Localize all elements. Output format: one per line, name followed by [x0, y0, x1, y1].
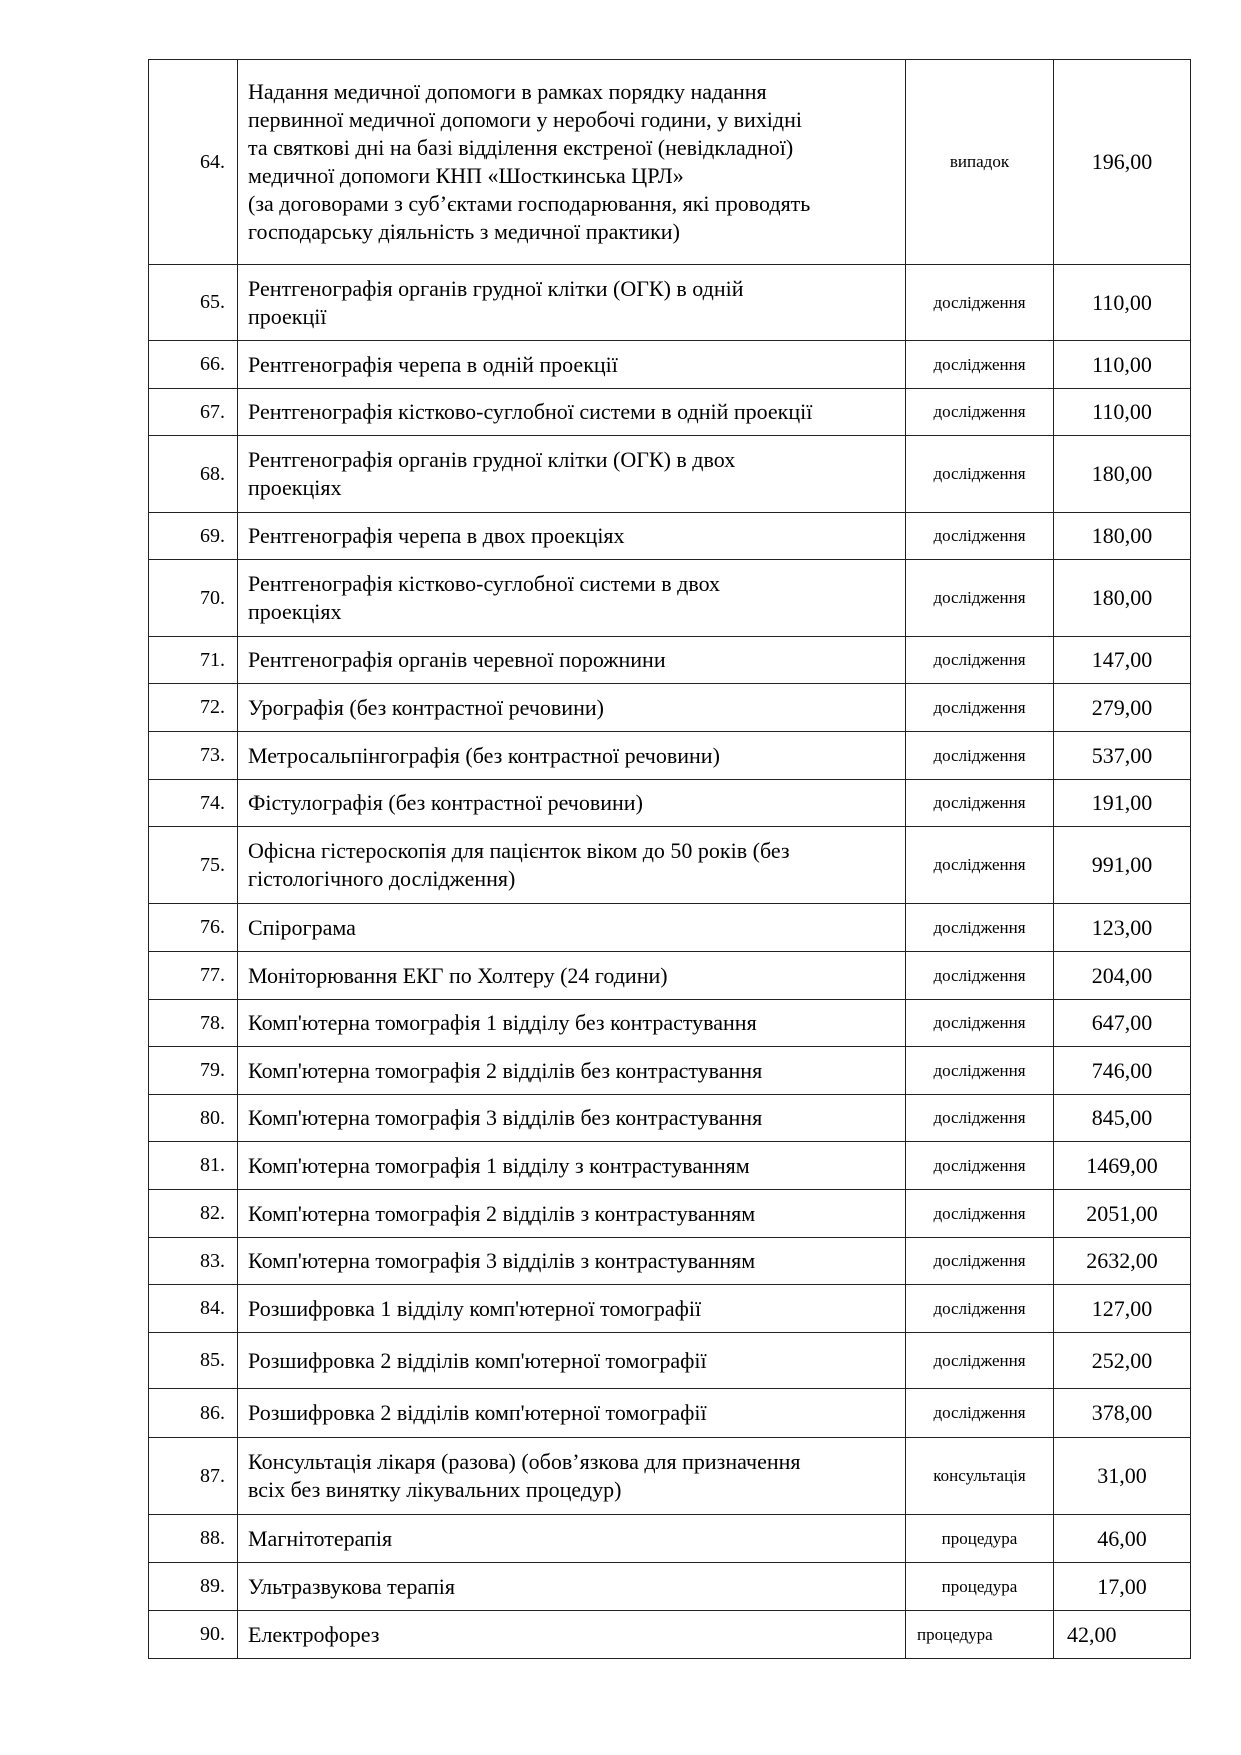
row-number: 75.: [149, 827, 238, 904]
row-number: 86.: [149, 1389, 238, 1438]
service-name-line: Рентгенографія органів грудної клітки (ОГК) в одній: [248, 275, 744, 301]
service-name-line: Урографія (без контрастної речовини): [248, 694, 604, 720]
service-name: [238, 1389, 906, 1438]
service-name: [238, 780, 906, 827]
unit-of-measure: дослідження: [906, 637, 1054, 684]
row-number: 85.: [149, 1333, 238, 1389]
row-number: 83.: [149, 1238, 238, 1285]
price-value: 110,00: [1054, 341, 1191, 389]
row-number: 73.: [149, 732, 238, 780]
row-number: 82.: [149, 1190, 238, 1238]
unit-of-measure: дослідження: [906, 1238, 1054, 1285]
table-row: [149, 637, 1191, 684]
service-name: [238, 732, 906, 780]
row-number: 67.: [149, 389, 238, 436]
table-row: [149, 1095, 1191, 1142]
service-name-line: Рентгенографія черепа в одній проекції: [248, 351, 618, 377]
price-value: 46,00: [1054, 1515, 1191, 1563]
table-row: [149, 1142, 1191, 1190]
price-value: 196,00: [1054, 60, 1191, 265]
table-row: [149, 732, 1191, 780]
unit-of-measure: процедура: [906, 1611, 1054, 1659]
service-name-line: Комп'ютерна томографія 3 відділів з контрастуванням: [248, 1248, 756, 1273]
service-name: [238, 60, 906, 265]
service-name-line: медичної допомоги КНП «Шосткинська ЦРЛ»: [248, 163, 684, 188]
row-number: 76.: [149, 904, 238, 952]
service-name: [238, 1142, 906, 1190]
unit-of-measure: дослідження: [906, 1285, 1054, 1333]
row-number: 64.: [149, 60, 238, 265]
service-name: [238, 389, 906, 436]
price-value: 647,00: [1054, 1000, 1191, 1047]
unit-of-measure: дослідження: [906, 341, 1054, 389]
price-value: 378,00: [1054, 1389, 1191, 1438]
service-name-line: Комп'ютерна томографія 2 відділів з контрастуванням: [248, 1200, 756, 1226]
table-row: [149, 1047, 1191, 1095]
service-name-line: гістологічного дослідження): [248, 866, 516, 891]
table-row: [149, 827, 1191, 904]
service-name-line: Консультація лікаря (разова) (обов’язкова для призначення: [248, 1449, 801, 1474]
unit-of-measure: дослідження: [906, 513, 1054, 560]
service-name: [238, 1438, 906, 1515]
unit-of-measure: дослідження: [906, 1333, 1054, 1389]
row-number: 69.: [149, 513, 238, 560]
row-number: 89.: [149, 1563, 238, 1611]
price-value: 180,00: [1054, 560, 1191, 637]
table-row: [149, 1438, 1191, 1515]
service-name-line: проекції: [248, 303, 327, 329]
service-name: [238, 1095, 906, 1142]
service-name-line: та святкові дні на базі відділення екстреної (невідкладної): [248, 135, 794, 160]
service-name: [238, 1333, 906, 1389]
table-row: [149, 389, 1191, 436]
service-name: [238, 1190, 906, 1238]
table-row: [149, 1190, 1191, 1238]
unit-of-measure: дослідження: [906, 1142, 1054, 1190]
price-value: 147,00: [1054, 637, 1191, 684]
service-name: [238, 1285, 906, 1333]
service-name: [238, 265, 906, 341]
unit-of-measure: дослідження: [906, 1389, 1054, 1438]
service-name-line: Рентгенографія органів грудної клітки (ОГК) в двох: [248, 447, 736, 472]
price-value: 110,00: [1054, 265, 1191, 341]
unit-of-measure: дослідження: [906, 436, 1054, 513]
price-value: 279,00: [1054, 684, 1191, 732]
service-name-line: Ультразвукова терапія: [248, 1573, 456, 1599]
price-value: 537,00: [1054, 732, 1191, 780]
service-name-line: Метросальпінгографія (без контрастної речовини): [248, 742, 720, 768]
price-value: 252,00: [1054, 1333, 1191, 1389]
row-number: 90.: [149, 1611, 238, 1659]
service-name: [238, 952, 906, 1000]
service-name-line: проекціях: [248, 599, 342, 624]
unit-of-measure: дослідження: [906, 560, 1054, 637]
row-number: 78.: [149, 1000, 238, 1047]
table-row: [149, 1238, 1191, 1285]
row-number: 88.: [149, 1515, 238, 1563]
unit-of-measure: дослідження: [906, 780, 1054, 827]
service-name: [238, 904, 906, 952]
row-number: 65.: [149, 265, 238, 341]
price-value: 127,00: [1054, 1285, 1191, 1333]
table-row: [149, 780, 1191, 827]
service-name-line: Комп'ютерна томографія 1 відділу без контрастування: [248, 1010, 757, 1035]
table-row: [149, 436, 1191, 513]
row-number: 71.: [149, 637, 238, 684]
price-value: 2632,00: [1054, 1238, 1191, 1285]
service-name-line: Електрофорез: [248, 1621, 380, 1647]
price-value: 17,00: [1054, 1563, 1191, 1611]
service-name-line: Комп'ютерна томографія 1 відділу з контрастуванням: [248, 1152, 750, 1178]
table-row: [149, 904, 1191, 952]
table-row: [149, 60, 1191, 265]
unit-of-measure: дослідження: [906, 827, 1054, 904]
service-name-line: проекціях: [248, 475, 342, 500]
service-name: [238, 1238, 906, 1285]
unit-of-measure: дослідження: [906, 1047, 1054, 1095]
row-number: 72.: [149, 684, 238, 732]
table-row: [149, 1389, 1191, 1438]
service-name-line: Магнітотерапія: [248, 1525, 393, 1551]
price-value: 42,00: [1054, 1611, 1191, 1659]
price-value: 180,00: [1054, 436, 1191, 513]
price-value: 123,00: [1054, 904, 1191, 952]
service-name-line: первинної медичної допомоги у неробочі години, у вихідні: [248, 107, 802, 132]
price-value: 204,00: [1054, 952, 1191, 1000]
service-name-line: (за договорами з суб’єктами господарювання, які проводять: [248, 191, 811, 216]
service-name: [238, 637, 906, 684]
unit-of-measure: дослідження: [906, 904, 1054, 952]
unit-of-measure: процедура: [906, 1515, 1054, 1563]
service-name: [238, 1047, 906, 1095]
row-number: 80.: [149, 1095, 238, 1142]
service-name-line: Рентгенографія черепа в двох проекціях: [248, 523, 625, 548]
table-row: [149, 341, 1191, 389]
row-number: 81.: [149, 1142, 238, 1190]
service-name-line: Розшифровка 2 відділів комп'ютерної томографії: [248, 1347, 707, 1373]
unit-of-measure: випадок: [906, 60, 1054, 265]
unit-of-measure: процедура: [906, 1563, 1054, 1611]
table-row: [149, 1285, 1191, 1333]
price-table-body: [149, 60, 1191, 1659]
service-name: [238, 1000, 906, 1047]
service-name-line: господарську діяльність з медичної практики): [248, 219, 680, 244]
unit-of-measure: дослідження: [906, 684, 1054, 732]
service-name: [238, 1563, 906, 1611]
row-number: 68.: [149, 436, 238, 513]
price-value: 746,00: [1054, 1047, 1191, 1095]
service-name-line: всіх без винятку лікувальних процедур): [248, 1477, 622, 1502]
service-name: [238, 513, 906, 560]
table-row: [149, 1333, 1191, 1389]
service-name-line: Моніторювання ЕКГ по Холтеру (24 години): [248, 962, 668, 988]
row-number: 79.: [149, 1047, 238, 1095]
service-name-line: Спірограма: [248, 914, 356, 940]
service-name: [238, 684, 906, 732]
service-name: [238, 436, 906, 513]
row-number: 66.: [149, 341, 238, 389]
service-name: [238, 827, 906, 904]
service-name-line: Комп'ютерна томографія 3 відділів без контрастування: [248, 1105, 763, 1130]
service-name-line: Рентгенографія кістково-суглобної системи в двох: [248, 571, 721, 596]
service-name-line: Рентгенографія органів черевної порожнини: [248, 647, 666, 672]
service-name-line: Комп'ютерна томографія 2 відділів без контрастування: [248, 1057, 763, 1083]
table-row: [149, 1611, 1191, 1659]
table-row: [149, 265, 1191, 341]
row-number: 77.: [149, 952, 238, 1000]
unit-of-measure: дослідження: [906, 1095, 1054, 1142]
price-value: 180,00: [1054, 513, 1191, 560]
service-name-line: Надання медичної допомоги в рамках порядку надання: [248, 79, 767, 104]
table-row: [149, 952, 1191, 1000]
service-name-line: Розшифровка 2 відділів комп'ютерної томографії: [248, 1400, 707, 1425]
price-value: 110,00: [1054, 389, 1191, 436]
price-value: 31,00: [1054, 1438, 1191, 1515]
unit-of-measure: дослідження: [906, 389, 1054, 436]
service-name-line: Розшифровка 1 відділу комп'ютерної томографії: [248, 1295, 702, 1321]
unit-of-measure: консультація: [906, 1438, 1054, 1515]
service-name: [238, 341, 906, 389]
price-value: 2051,00: [1054, 1190, 1191, 1238]
table-row: [149, 513, 1191, 560]
price-value: 191,00: [1054, 780, 1191, 827]
service-name: [238, 1515, 906, 1563]
row-number: 84.: [149, 1285, 238, 1333]
table-row: [149, 1563, 1191, 1611]
table-row: [149, 1515, 1191, 1563]
unit-of-measure: дослідження: [906, 1190, 1054, 1238]
price-value: 845,00: [1054, 1095, 1191, 1142]
row-number: 87.: [149, 1438, 238, 1515]
unit-of-measure: дослідження: [906, 952, 1054, 1000]
row-number: 74.: [149, 780, 238, 827]
service-name: [238, 560, 906, 637]
table-row: [149, 684, 1191, 732]
price-value: 1469,00: [1054, 1142, 1191, 1190]
table-row: [149, 1000, 1191, 1047]
unit-of-measure: дослідження: [906, 1000, 1054, 1047]
service-name-line: Офісна гістероскопія для пацієнток віком до 50 років (без: [248, 838, 790, 863]
service-name: [238, 1611, 906, 1659]
table-row: [149, 560, 1191, 637]
service-name-line: Фістулографія (без контрастної речовини): [248, 790, 643, 815]
price-value: 991,00: [1054, 827, 1191, 904]
unit-of-measure: дослідження: [906, 732, 1054, 780]
row-number: 70.: [149, 560, 238, 637]
service-name-line: Рентгенографія кістково-суглобної системи в одній проекції: [248, 399, 813, 424]
unit-of-measure: дослідження: [906, 265, 1054, 341]
price-table: [148, 59, 1191, 1659]
